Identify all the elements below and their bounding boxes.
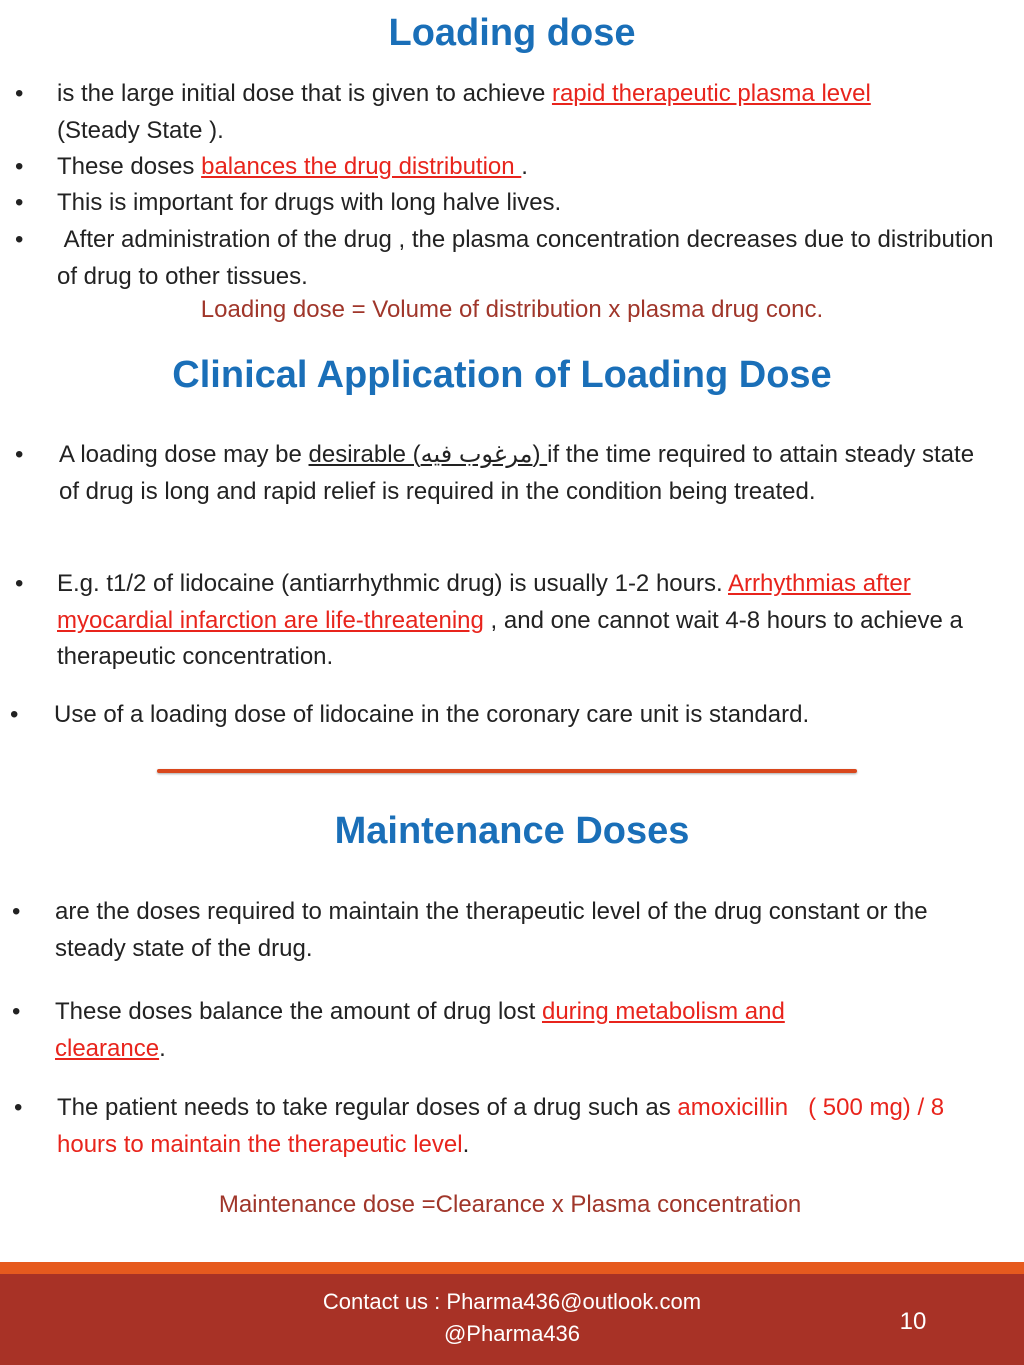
- loading-bullet-2-highlight: balances the drug distribution: [201, 153, 522, 180]
- bullet-icon: •: [12, 998, 21, 1025]
- clinical-bullet-2-text: E.g. t1/2 of lidocaine (antiarrhythmic drug) is usually 1-2 hours.: [57, 570, 728, 597]
- bullet-icon: •: [12, 898, 21, 925]
- maintenance-bullet-2-end: .: [159, 1034, 166, 1062]
- loading-bullet-1-text2: (Steady State ).: [57, 116, 224, 144]
- footer-contact-email: Contact us : Pharma436@outlook.com: [322, 1289, 702, 1314]
- section-divider: [157, 769, 857, 773]
- clinical-bullet-1-text: A loading dose may be: [59, 441, 309, 468]
- loading-bullet-2-text: These doses: [57, 153, 202, 180]
- clinical-bullet-1-underlined: desirable (مرغوب فيه): [308, 441, 548, 468]
- maintenance-bullet-1: are the doses required to maintain the therapeutic level of the drug constant or the steady state of the drug.: [55, 898, 928, 962]
- loading-bullet-2: [57, 149, 1000, 186]
- maintenance-bullet-2-highlight: during metabolism and clearance: [55, 998, 785, 1062]
- maintenance-dose-formula: Maintenance dose =Clearance x Plasma concentration: [218, 1191, 802, 1218]
- bullet-icon: •: [15, 80, 24, 107]
- bullet-icon: •: [15, 153, 24, 180]
- bullet-icon: •: [10, 701, 19, 728]
- loading-bullet-1: [57, 76, 1000, 149]
- maintenance-title: Maintenance Doses: [334, 810, 690, 852]
- clinical-bullet-1: [59, 437, 1000, 510]
- loading-bullet-2-end: .: [521, 153, 528, 180]
- clinical-bullet-1-text2: if the time required to attain steady state of drug is long and rapid relief is required in the condition being treated.: [59, 441, 975, 505]
- clinical-bullet-2-highlight: Arrhythmias after myocardial infarction are life-threatening: [57, 570, 911, 634]
- clinical-bullet-2: [57, 566, 1004, 676]
- bullet-icon: •: [15, 570, 24, 597]
- maintenance-bullet-3-end: .: [462, 1130, 470, 1158]
- loading-dose-title: Loading dose: [388, 12, 636, 54]
- clinical-bullet-3: Use of a loading dose of lidocaine in the coronary care unit is standard.: [54, 701, 810, 728]
- maintenance-bullet-3-highlight: amoxicillin ( 500 mg) / 8 hours to maintain the therapeutic level: [57, 1094, 951, 1158]
- bullet-icon: •: [14, 1094, 23, 1121]
- bullet-icon: •: [15, 441, 24, 468]
- bullet-icon: •: [15, 226, 24, 253]
- maintenance-bullet-3: [57, 1090, 969, 1163]
- loading-bullet-1-text: is the large initial dose that is given to achieve: [57, 80, 552, 107]
- loading-bullet-3: This is important for drugs with long halve lives.: [57, 189, 562, 216]
- footer-contact-handle: @Pharma436: [443, 1321, 581, 1346]
- loading-bullet-4: After administration of the drug , the plasma concentration decreases due to distribution of drug to other tissues.: [57, 226, 1001, 290]
- clinical-bullet-2-text2: , and one cannot wait 4-8 hours to achieve a therapeutic concentration.: [57, 606, 963, 670]
- loading-dose-formula: Loading dose = Volume of distribution x plasma drug conc.: [200, 296, 824, 323]
- footer-accent-bar: [0, 1262, 1024, 1274]
- bullet-icon: •: [15, 189, 24, 216]
- clinical-application-title: Clinical Application of Loading Dose: [172, 354, 832, 396]
- page-number: 10: [899, 1308, 927, 1335]
- footer: [0, 1274, 1024, 1365]
- maintenance-bullet-2-text: These doses balance the amount of drug lost: [55, 998, 542, 1025]
- maintenance-bullet-2: [55, 994, 894, 1067]
- maintenance-bullet-3-text: The patient needs to take regular doses of a drug such as: [57, 1094, 678, 1121]
- loading-bullet-1-highlight: rapid therapeutic plasma level: [551, 80, 871, 107]
